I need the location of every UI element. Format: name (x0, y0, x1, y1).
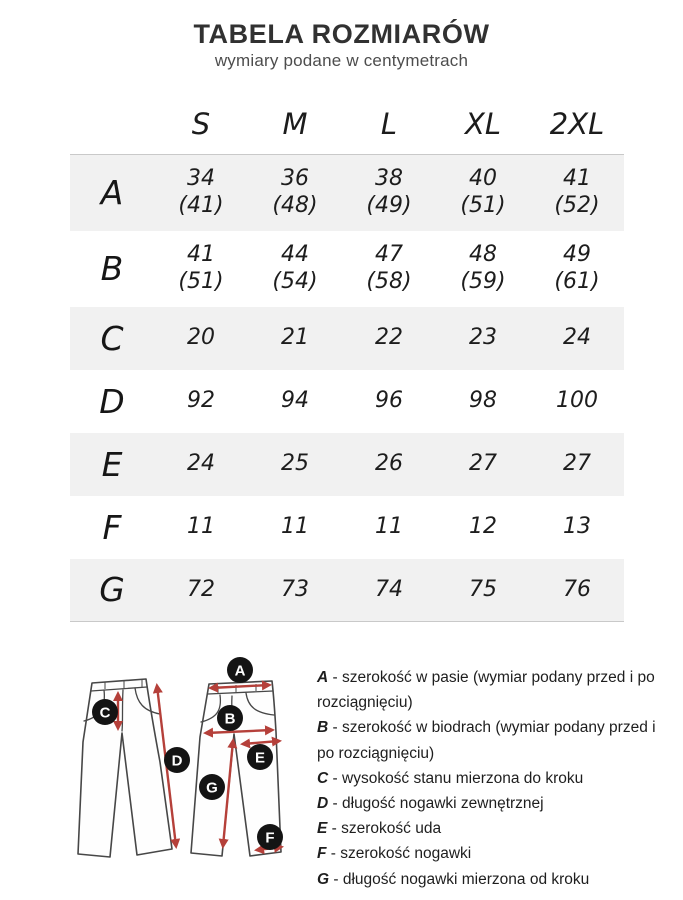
size-cell: 36 (48) (272, 166, 318, 218)
size-cell: 11 (281, 513, 309, 539)
size-cell: 41 (51) (178, 242, 224, 294)
size-column-header-xl: XL (464, 107, 502, 141)
legend-text: szerokość w pasie (wymiar podany przed i po rozciągnięciu) (317, 669, 655, 712)
legend-item-c (317, 766, 669, 791)
badge-b (217, 705, 243, 731)
legend-item-a (317, 665, 669, 715)
legend-text: wysokość stanu mierzona do kroku (342, 769, 584, 787)
size-cell: 44 (54) (272, 242, 318, 294)
size-table (70, 101, 624, 622)
header (0, 0, 683, 71)
size-cell: 26 (375, 450, 403, 476)
legend-item-f (317, 841, 669, 866)
size-cell: 34 (41) (178, 166, 224, 218)
size-cell: 74 (375, 576, 403, 602)
table-row-e (70, 433, 624, 496)
table-row-a (70, 155, 624, 231)
size-cell: 76 (563, 576, 591, 602)
row-label-b: B (100, 249, 124, 288)
legend-letter: E (317, 820, 328, 838)
size-cell: 48 (59) (460, 242, 506, 294)
size-cell: 73 (281, 576, 309, 602)
svg-text:F: F (265, 829, 275, 847)
size-cell: 27 (563, 450, 591, 476)
size-cell: 96 (375, 387, 403, 413)
badge-e (247, 744, 273, 770)
legend-item-e (317, 816, 669, 841)
size-cell: 41 (52) (554, 166, 600, 218)
size-cell: 24 (563, 324, 591, 350)
size-cell: 24 (187, 450, 215, 476)
size-cell: 72 (187, 576, 215, 602)
table-row-d (70, 370, 624, 433)
row-label-e: E (101, 444, 123, 484)
svg-text:A: A (234, 662, 246, 680)
size-cell: 75 (469, 576, 497, 602)
size-cell: 40 (51) (460, 166, 506, 218)
legend-separator: - (331, 820, 337, 838)
badge-c (92, 699, 118, 725)
size-cell: 20 (187, 324, 215, 350)
legend-separator: - (332, 669, 338, 686)
size-cell: 98 (469, 387, 497, 413)
size-cell: 94 (281, 387, 309, 413)
size-column-header-m: M (282, 107, 308, 141)
legend-letter: D (317, 795, 329, 813)
legend-separator: - (332, 719, 338, 737)
table-row-g (70, 559, 624, 622)
size-cell: 49 (61) (554, 242, 600, 294)
size-cell: 100 (556, 387, 598, 413)
measurement-legend (310, 657, 669, 892)
pants-front-left (78, 679, 190, 857)
fly-line (122, 690, 123, 731)
size-column-header-l: L (380, 107, 398, 141)
bottom-section (0, 657, 683, 892)
svg-text:E: E (254, 749, 266, 767)
legend-text: szerokość uda (341, 820, 442, 838)
size-cell: 92 (187, 387, 215, 413)
badge-g (199, 774, 225, 800)
size-cell: 23 (469, 324, 497, 350)
legend-separator: - (333, 870, 339, 888)
pants-front-right (191, 657, 283, 856)
legend-separator: - (332, 795, 338, 813)
legend-item-b (317, 715, 669, 765)
size-cell: 11 (187, 513, 215, 539)
row-label-d: D (99, 381, 125, 421)
legend-item-g (317, 867, 669, 892)
table-row-c (70, 307, 624, 370)
badge-d (164, 747, 190, 773)
size-table-header-row (70, 101, 624, 155)
badge-f (257, 824, 283, 850)
row-label-f: F (102, 507, 122, 547)
size-column-header-2xl: 2XL (549, 107, 605, 141)
legend-separator: - (330, 845, 336, 863)
table-row-f (70, 496, 624, 559)
legend-text: szerokość w biodrach (wymiar podany przed i po rozciągnięciu) (317, 719, 656, 762)
size-cell: 47 (58) (366, 242, 412, 294)
legend-letter: F (317, 845, 327, 863)
svg-text:C: C (99, 704, 111, 722)
corner-cell (70, 101, 154, 155)
pants-outline (78, 679, 172, 857)
size-cell: 38 (49) (366, 166, 412, 218)
legend-text: długość nogawki mierzona od kroku (342, 870, 590, 888)
page-subtitle: wymiary podane w centymetrach (214, 51, 469, 70)
pants-measurement-diagram (60, 657, 310, 892)
size-cell: 12 (469, 513, 497, 539)
legend-item-d (317, 791, 669, 816)
badge-a (227, 657, 253, 683)
row-label-a: A (100, 173, 124, 213)
row-label-g: G (99, 570, 125, 610)
svg-text:B: B (224, 710, 236, 728)
size-cell: 11 (375, 513, 403, 539)
legend-letter: A (317, 669, 329, 686)
legend-letter: B (317, 719, 329, 737)
legend-text: szerokość nogawki (340, 845, 472, 863)
page-title: TABELA ROZMIARÓW (193, 19, 490, 49)
row-label-c: C (100, 318, 124, 358)
svg-text:G: G (206, 779, 218, 797)
legend-separator: - (332, 769, 338, 787)
size-cell: 27 (469, 450, 497, 476)
legend-letter: G (317, 870, 330, 888)
legend-letter: C (317, 769, 329, 787)
size-column-header-s: S (191, 107, 211, 141)
size-cell: 25 (281, 450, 309, 476)
size-cell: 22 (375, 324, 403, 350)
size-cell: 21 (281, 324, 309, 350)
table-row-b (70, 231, 624, 307)
legend-text: długość nogawki zewnętrznej (342, 795, 544, 813)
size-cell: 13 (563, 513, 591, 539)
svg-text:D: D (171, 752, 183, 770)
